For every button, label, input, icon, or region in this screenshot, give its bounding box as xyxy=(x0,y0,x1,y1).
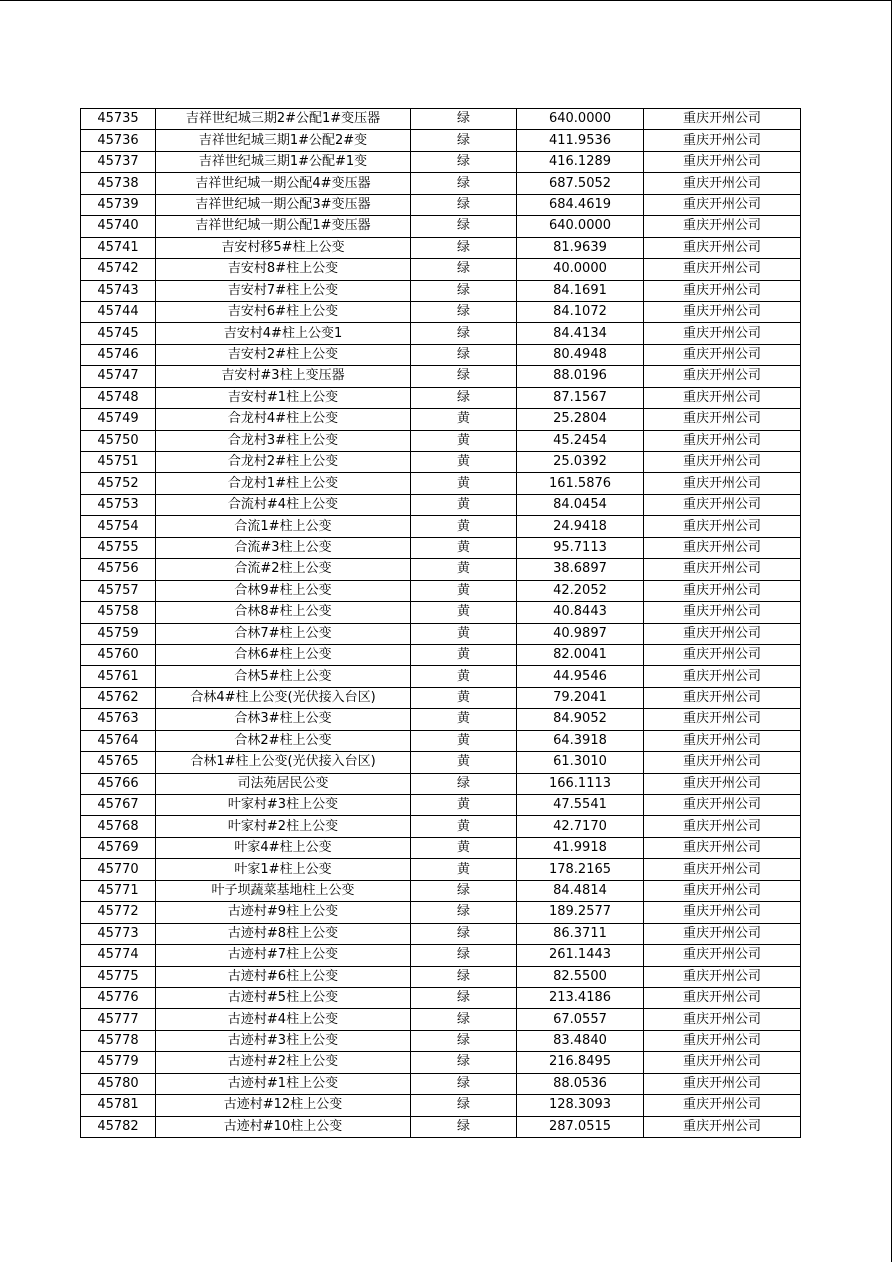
value-cell: 40.9897 xyxy=(517,623,644,644)
transformer-name-cell: 叶家村#3柱上公变 xyxy=(156,795,411,816)
value-cell: 47.5541 xyxy=(517,795,644,816)
row-id-cell: 45759 xyxy=(81,623,156,644)
status-color-cell: 黄 xyxy=(411,644,517,665)
transformer-name-cell: 合龙村1#柱上公变 xyxy=(156,473,411,494)
company-cell: 重庆开州公司 xyxy=(644,194,801,215)
table-row xyxy=(81,1009,801,1030)
company-cell: 重庆开州公司 xyxy=(644,516,801,537)
company-cell: 重庆开州公司 xyxy=(644,323,801,344)
company-cell: 重庆开州公司 xyxy=(644,1052,801,1073)
transformer-table xyxy=(80,108,801,1138)
transformer-name-cell: 古迹村#8柱上公变 xyxy=(156,923,411,944)
row-id-cell: 45772 xyxy=(81,902,156,923)
status-color-cell: 绿 xyxy=(411,1073,517,1094)
row-id-cell: 45735 xyxy=(81,109,156,130)
table-row xyxy=(81,473,801,494)
transformer-name-cell: 合流#3柱上公变 xyxy=(156,537,411,558)
table-body xyxy=(81,109,801,1138)
value-cell: 38.6897 xyxy=(517,559,644,580)
transformer-name-cell: 吉安村8#柱上公变 xyxy=(156,259,411,280)
transformer-name-cell: 合林2#柱上公变 xyxy=(156,730,411,751)
value-cell: 24.9418 xyxy=(517,516,644,537)
status-color-cell: 绿 xyxy=(411,173,517,194)
row-id-cell: 45781 xyxy=(81,1095,156,1116)
table-row xyxy=(81,987,801,1008)
status-color-cell: 绿 xyxy=(411,259,517,280)
value-cell: 42.7170 xyxy=(517,816,644,837)
status-color-cell: 绿 xyxy=(411,151,517,172)
value-cell: 86.3711 xyxy=(517,923,644,944)
table-row xyxy=(81,816,801,837)
row-id-cell: 45766 xyxy=(81,773,156,794)
row-id-cell: 45746 xyxy=(81,344,156,365)
transformer-name-cell: 古迹村#1柱上公变 xyxy=(156,1073,411,1094)
status-color-cell: 绿 xyxy=(411,109,517,130)
status-color-cell: 绿 xyxy=(411,1095,517,1116)
row-id-cell: 45742 xyxy=(81,259,156,280)
value-cell: 41.9918 xyxy=(517,837,644,858)
value-cell: 84.4134 xyxy=(517,323,644,344)
transformer-name-cell: 叶子坝蔬菜基地柱上公变 xyxy=(156,880,411,901)
transformer-name-cell: 叶家4#柱上公变 xyxy=(156,837,411,858)
value-cell: 25.0392 xyxy=(517,452,644,473)
row-id-cell: 45741 xyxy=(81,237,156,258)
status-color-cell: 黄 xyxy=(411,623,517,644)
transformer-name-cell: 合林3#柱上公变 xyxy=(156,709,411,730)
transformer-name-cell: 合龙村2#柱上公变 xyxy=(156,452,411,473)
row-id-cell: 45747 xyxy=(81,366,156,387)
table-row xyxy=(81,216,801,237)
company-cell: 重庆开州公司 xyxy=(644,795,801,816)
company-cell: 重庆开州公司 xyxy=(644,644,801,665)
table-row xyxy=(81,1052,801,1073)
table-row xyxy=(81,945,801,966)
transformer-name-cell: 吉祥世纪城三期1#公配#1变 xyxy=(156,151,411,172)
row-id-cell: 45762 xyxy=(81,687,156,708)
company-cell: 重庆开州公司 xyxy=(644,880,801,901)
status-color-cell: 绿 xyxy=(411,216,517,237)
transformer-name-cell: 吉安村#3柱上变压器 xyxy=(156,366,411,387)
company-cell: 重庆开州公司 xyxy=(644,602,801,623)
table-row xyxy=(81,837,801,858)
row-id-cell: 45738 xyxy=(81,173,156,194)
row-id-cell: 45749 xyxy=(81,409,156,430)
company-cell: 重庆开州公司 xyxy=(644,387,801,408)
table-row xyxy=(81,859,801,880)
row-id-cell: 45767 xyxy=(81,795,156,816)
status-color-cell: 绿 xyxy=(411,323,517,344)
value-cell: 416.1289 xyxy=(517,151,644,172)
status-color-cell: 绿 xyxy=(411,366,517,387)
status-color-cell: 绿 xyxy=(411,237,517,258)
row-id-cell: 45777 xyxy=(81,1009,156,1030)
value-cell: 640.0000 xyxy=(517,216,644,237)
status-color-cell: 黄 xyxy=(411,430,517,451)
transformer-name-cell: 合流村#4柱上公变 xyxy=(156,494,411,515)
value-cell: 128.3093 xyxy=(517,1095,644,1116)
value-cell: 83.4840 xyxy=(517,1030,644,1051)
status-color-cell: 黄 xyxy=(411,537,517,558)
row-id-cell: 45765 xyxy=(81,752,156,773)
row-id-cell: 45748 xyxy=(81,387,156,408)
status-color-cell: 黄 xyxy=(411,409,517,430)
company-cell: 重庆开州公司 xyxy=(644,280,801,301)
value-cell: 166.1113 xyxy=(517,773,644,794)
value-cell: 84.9052 xyxy=(517,709,644,730)
transformer-name-cell: 吉安村2#柱上公变 xyxy=(156,344,411,365)
company-cell: 重庆开州公司 xyxy=(644,452,801,473)
value-cell: 161.5876 xyxy=(517,473,644,494)
company-cell: 重庆开州公司 xyxy=(644,1116,801,1137)
value-cell: 82.5500 xyxy=(517,966,644,987)
row-id-cell: 45768 xyxy=(81,816,156,837)
company-cell: 重庆开州公司 xyxy=(644,987,801,1008)
row-id-cell: 45752 xyxy=(81,473,156,494)
table-row xyxy=(81,730,801,751)
transformer-name-cell: 合林9#柱上公变 xyxy=(156,580,411,601)
value-cell: 80.4948 xyxy=(517,344,644,365)
transformer-name-cell: 吉安村#1柱上公变 xyxy=(156,387,411,408)
transformer-name-cell: 合林1#柱上公变(光伏接入台区) xyxy=(156,752,411,773)
transformer-name-cell: 古迹村#9柱上公变 xyxy=(156,902,411,923)
value-cell: 44.9546 xyxy=(517,666,644,687)
row-id-cell: 45760 xyxy=(81,644,156,665)
row-id-cell: 45744 xyxy=(81,301,156,322)
status-color-cell: 绿 xyxy=(411,1009,517,1030)
company-cell: 重庆开州公司 xyxy=(644,409,801,430)
table-row xyxy=(81,173,801,194)
row-id-cell: 45751 xyxy=(81,452,156,473)
value-cell: 45.2454 xyxy=(517,430,644,451)
status-color-cell: 黄 xyxy=(411,752,517,773)
value-cell: 640.0000 xyxy=(517,109,644,130)
table-row xyxy=(81,387,801,408)
status-color-cell: 绿 xyxy=(411,966,517,987)
table-row xyxy=(81,773,801,794)
status-color-cell: 绿 xyxy=(411,1116,517,1137)
transformer-name-cell: 古迹村#2柱上公变 xyxy=(156,1052,411,1073)
row-id-cell: 45780 xyxy=(81,1073,156,1094)
company-cell: 重庆开州公司 xyxy=(644,859,801,880)
transformer-name-cell: 叶家1#柱上公变 xyxy=(156,859,411,880)
company-cell: 重庆开州公司 xyxy=(644,687,801,708)
table-row xyxy=(81,301,801,322)
value-cell: 95.7113 xyxy=(517,537,644,558)
table-row xyxy=(81,709,801,730)
value-cell: 88.0536 xyxy=(517,1073,644,1094)
table-row xyxy=(81,452,801,473)
table-row xyxy=(81,559,801,580)
value-cell: 64.3918 xyxy=(517,730,644,751)
company-cell: 重庆开州公司 xyxy=(644,237,801,258)
row-id-cell: 45774 xyxy=(81,945,156,966)
value-cell: 79.2041 xyxy=(517,687,644,708)
transformer-name-cell: 古迹村#5柱上公变 xyxy=(156,987,411,1008)
table-row xyxy=(81,516,801,537)
table-row xyxy=(81,1030,801,1051)
status-color-cell: 绿 xyxy=(411,194,517,215)
row-id-cell: 45737 xyxy=(81,151,156,172)
table-row xyxy=(81,902,801,923)
value-cell: 189.2577 xyxy=(517,902,644,923)
transformer-name-cell: 古迹村#3柱上公变 xyxy=(156,1030,411,1051)
table-row xyxy=(81,687,801,708)
table-row xyxy=(81,430,801,451)
company-cell: 重庆开州公司 xyxy=(644,1095,801,1116)
table-row xyxy=(81,795,801,816)
value-cell: 84.1072 xyxy=(517,301,644,322)
value-cell: 67.0557 xyxy=(517,1009,644,1030)
status-color-cell: 绿 xyxy=(411,945,517,966)
value-cell: 40.8443 xyxy=(517,602,644,623)
value-cell: 261.1443 xyxy=(517,945,644,966)
row-id-cell: 45778 xyxy=(81,1030,156,1051)
table-row xyxy=(81,623,801,644)
company-cell: 重庆开州公司 xyxy=(644,1073,801,1094)
row-id-cell: 45771 xyxy=(81,880,156,901)
table-row xyxy=(81,366,801,387)
company-cell: 重庆开州公司 xyxy=(644,301,801,322)
company-cell: 重庆开州公司 xyxy=(644,966,801,987)
company-cell: 重庆开州公司 xyxy=(644,494,801,515)
row-id-cell: 45764 xyxy=(81,730,156,751)
row-id-cell: 45754 xyxy=(81,516,156,537)
row-id-cell: 45756 xyxy=(81,559,156,580)
company-cell: 重庆开州公司 xyxy=(644,259,801,280)
table-row xyxy=(81,1116,801,1137)
table-row xyxy=(81,644,801,665)
table-row xyxy=(81,409,801,430)
status-color-cell: 黄 xyxy=(411,795,517,816)
company-cell: 重庆开州公司 xyxy=(644,473,801,494)
status-color-cell: 绿 xyxy=(411,923,517,944)
company-cell: 重庆开州公司 xyxy=(644,666,801,687)
status-color-cell: 绿 xyxy=(411,344,517,365)
company-cell: 重庆开州公司 xyxy=(644,151,801,172)
status-color-cell: 黄 xyxy=(411,494,517,515)
row-id-cell: 45773 xyxy=(81,923,156,944)
transformer-name-cell: 合林6#柱上公变 xyxy=(156,644,411,665)
company-cell: 重庆开州公司 xyxy=(644,1030,801,1051)
value-cell: 687.5052 xyxy=(517,173,644,194)
company-cell: 重庆开州公司 xyxy=(644,580,801,601)
transformer-name-cell: 吉安村7#柱上公变 xyxy=(156,280,411,301)
table-row xyxy=(81,666,801,687)
status-color-cell: 绿 xyxy=(411,880,517,901)
row-id-cell: 45769 xyxy=(81,837,156,858)
status-color-cell: 黄 xyxy=(411,516,517,537)
status-color-cell: 黄 xyxy=(411,666,517,687)
transformer-name-cell: 吉安村4#柱上公变1 xyxy=(156,323,411,344)
value-cell: 213.4186 xyxy=(517,987,644,1008)
transformer-name-cell: 吉祥世纪城一期公配3#变压器 xyxy=(156,194,411,215)
status-color-cell: 绿 xyxy=(411,773,517,794)
transformer-name-cell: 吉安村移5#柱上公变 xyxy=(156,237,411,258)
page-top-border xyxy=(0,0,892,1)
transformer-name-cell: 古迹村#4柱上公变 xyxy=(156,1009,411,1030)
transformer-name-cell: 吉祥世纪城三期2#公配1#变压器 xyxy=(156,109,411,130)
company-cell: 重庆开州公司 xyxy=(644,130,801,151)
table-row xyxy=(81,344,801,365)
value-cell: 411.9536 xyxy=(517,130,644,151)
row-id-cell: 45782 xyxy=(81,1116,156,1137)
row-id-cell: 45763 xyxy=(81,709,156,730)
status-color-cell: 绿 xyxy=(411,301,517,322)
value-cell: 287.0515 xyxy=(517,1116,644,1137)
status-color-cell: 黄 xyxy=(411,816,517,837)
table-row xyxy=(81,194,801,215)
status-color-cell: 黄 xyxy=(411,687,517,708)
value-cell: 84.4814 xyxy=(517,880,644,901)
company-cell: 重庆开州公司 xyxy=(644,537,801,558)
status-color-cell: 黄 xyxy=(411,452,517,473)
row-id-cell: 45750 xyxy=(81,430,156,451)
transformer-name-cell: 合流1#柱上公变 xyxy=(156,516,411,537)
transformer-name-cell: 合林8#柱上公变 xyxy=(156,602,411,623)
table-row xyxy=(81,109,801,130)
transformer-name-cell: 叶家村#2柱上公变 xyxy=(156,816,411,837)
row-id-cell: 45740 xyxy=(81,216,156,237)
row-id-cell: 45745 xyxy=(81,323,156,344)
value-cell: 40.0000 xyxy=(517,259,644,280)
company-cell: 重庆开州公司 xyxy=(644,623,801,644)
status-color-cell: 黄 xyxy=(411,580,517,601)
table-row xyxy=(81,151,801,172)
company-cell: 重庆开州公司 xyxy=(644,709,801,730)
value-cell: 88.0196 xyxy=(517,366,644,387)
company-cell: 重庆开州公司 xyxy=(644,837,801,858)
value-cell: 216.8495 xyxy=(517,1052,644,1073)
status-color-cell: 黄 xyxy=(411,837,517,858)
transformer-name-cell: 古迹村#6柱上公变 xyxy=(156,966,411,987)
company-cell: 重庆开州公司 xyxy=(644,945,801,966)
value-cell: 87.1567 xyxy=(517,387,644,408)
transformer-name-cell: 吉祥世纪城三期1#公配2#变 xyxy=(156,130,411,151)
company-cell: 重庆开州公司 xyxy=(644,109,801,130)
status-color-cell: 黄 xyxy=(411,730,517,751)
company-cell: 重庆开州公司 xyxy=(644,773,801,794)
status-color-cell: 绿 xyxy=(411,387,517,408)
status-color-cell: 绿 xyxy=(411,1030,517,1051)
status-color-cell: 黄 xyxy=(411,602,517,623)
company-cell: 重庆开州公司 xyxy=(644,923,801,944)
status-color-cell: 黄 xyxy=(411,859,517,880)
transformer-name-cell: 吉祥世纪城一期公配4#变压器 xyxy=(156,173,411,194)
transformer-name-cell: 合林5#柱上公变 xyxy=(156,666,411,687)
value-cell: 84.0454 xyxy=(517,494,644,515)
value-cell: 178.2165 xyxy=(517,859,644,880)
transformer-name-cell: 合林4#柱上公变(光伏接入台区) xyxy=(156,687,411,708)
transformer-name-cell: 古迹村#10柱上公变 xyxy=(156,1116,411,1137)
table-row xyxy=(81,752,801,773)
value-cell: 81.9639 xyxy=(517,237,644,258)
value-cell: 42.2052 xyxy=(517,580,644,601)
table-row xyxy=(81,237,801,258)
transformer-name-cell: 吉祥世纪城一期公配1#变压器 xyxy=(156,216,411,237)
transformer-name-cell: 合龙村3#柱上公变 xyxy=(156,430,411,451)
status-color-cell: 绿 xyxy=(411,1052,517,1073)
table-row xyxy=(81,602,801,623)
value-cell: 82.0041 xyxy=(517,644,644,665)
row-id-cell: 45758 xyxy=(81,602,156,623)
row-id-cell: 45776 xyxy=(81,987,156,1008)
company-cell: 重庆开州公司 xyxy=(644,173,801,194)
company-cell: 重庆开州公司 xyxy=(644,216,801,237)
company-cell: 重庆开州公司 xyxy=(644,1009,801,1030)
row-id-cell: 45743 xyxy=(81,280,156,301)
transformer-name-cell: 吉安村6#柱上公变 xyxy=(156,301,411,322)
status-color-cell: 绿 xyxy=(411,902,517,923)
company-cell: 重庆开州公司 xyxy=(644,344,801,365)
table-row xyxy=(81,323,801,344)
status-color-cell: 黄 xyxy=(411,559,517,580)
transformer-name-cell: 古迹村#7柱上公变 xyxy=(156,945,411,966)
row-id-cell: 45775 xyxy=(81,966,156,987)
row-id-cell: 45739 xyxy=(81,194,156,215)
value-cell: 84.1691 xyxy=(517,280,644,301)
status-color-cell: 黄 xyxy=(411,709,517,730)
table-row xyxy=(81,130,801,151)
row-id-cell: 45757 xyxy=(81,580,156,601)
status-color-cell: 绿 xyxy=(411,280,517,301)
table-row xyxy=(81,537,801,558)
company-cell: 重庆开州公司 xyxy=(644,902,801,923)
transformer-name-cell: 合林7#柱上公变 xyxy=(156,623,411,644)
transformer-name-cell: 古迹村#12柱上公变 xyxy=(156,1095,411,1116)
table-row xyxy=(81,966,801,987)
value-cell: 25.2804 xyxy=(517,409,644,430)
table-row xyxy=(81,494,801,515)
table-row xyxy=(81,923,801,944)
row-id-cell: 45753 xyxy=(81,494,156,515)
value-cell: 61.3010 xyxy=(517,752,644,773)
table-row xyxy=(81,1095,801,1116)
company-cell: 重庆开州公司 xyxy=(644,730,801,751)
status-color-cell: 黄 xyxy=(411,473,517,494)
row-id-cell: 45736 xyxy=(81,130,156,151)
company-cell: 重庆开州公司 xyxy=(644,752,801,773)
row-id-cell: 45761 xyxy=(81,666,156,687)
row-id-cell: 45770 xyxy=(81,859,156,880)
table-row xyxy=(81,1073,801,1094)
row-id-cell: 45755 xyxy=(81,537,156,558)
value-cell: 684.4619 xyxy=(517,194,644,215)
row-id-cell: 45779 xyxy=(81,1052,156,1073)
table-row xyxy=(81,880,801,901)
company-cell: 重庆开州公司 xyxy=(644,430,801,451)
company-cell: 重庆开州公司 xyxy=(644,816,801,837)
transformer-name-cell: 司法苑居民公变 xyxy=(156,773,411,794)
company-cell: 重庆开州公司 xyxy=(644,559,801,580)
status-color-cell: 绿 xyxy=(411,987,517,1008)
status-color-cell: 绿 xyxy=(411,130,517,151)
table-row xyxy=(81,259,801,280)
transformer-name-cell: 合流#2柱上公变 xyxy=(156,559,411,580)
table-row xyxy=(81,280,801,301)
table-row xyxy=(81,580,801,601)
company-cell: 重庆开州公司 xyxy=(644,366,801,387)
transformer-name-cell: 合龙村4#柱上公变 xyxy=(156,409,411,430)
